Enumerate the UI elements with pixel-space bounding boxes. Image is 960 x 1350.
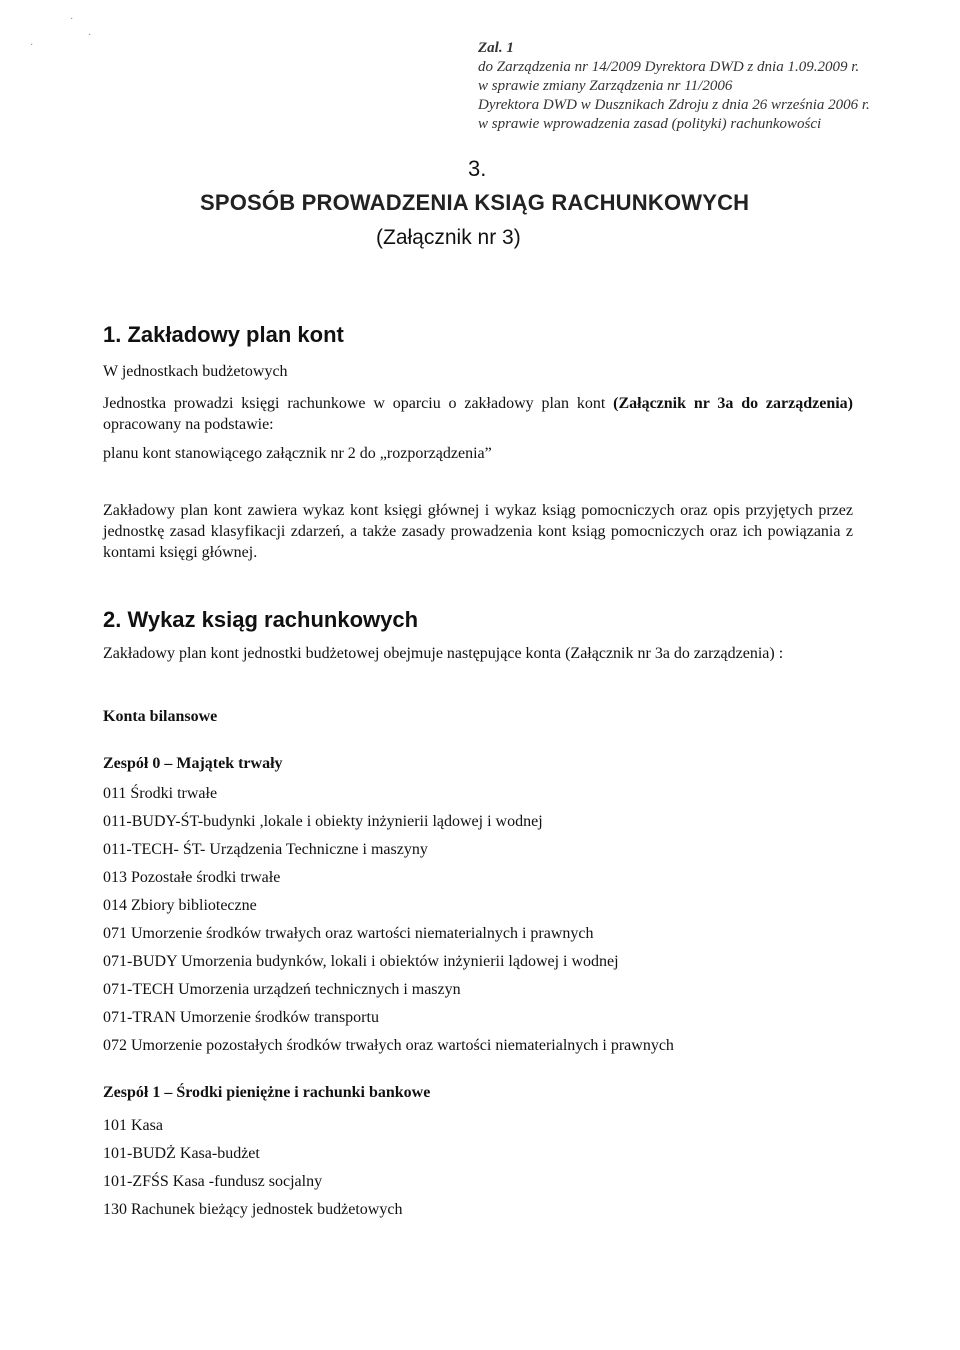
header-note-title: Zal. 1 — [478, 40, 514, 56]
header-note-line: w sprawie zmiany Zarządzenia nr 11/2006 — [478, 78, 733, 94]
list-item: 071-TRAN Umorzenie środków transportu — [103, 1009, 379, 1026]
section2-heading: 2. Wykaz ksiąg rachunkowych — [103, 607, 419, 632]
zespol0-list — [103, 780, 674, 1060]
list-item: 014 Zbiory biblioteczne — [103, 897, 257, 914]
list-item: 101-ZFŚS Kasa -fundusz socjalny — [103, 1173, 323, 1190]
section1-paragraph-text: Jednostka prowadzi księgi rachunkowe w oparciu o zakładowy plan kont — [103, 395, 614, 412]
list-item: 101-BUDŻ Kasa-budżet — [103, 1145, 260, 1162]
section1-paragraph — [103, 393, 853, 435]
list-item: 130 Rachunek bieżący jednostek budżetowych — [103, 1201, 403, 1218]
zespol1-heading: Zespół 1 – Środki pieniężne i rachunki bankowe — [103, 1084, 431, 1101]
konta-bilansowe-label: Konta bilansowe — [103, 708, 218, 725]
section1-heading: 1. Zakładowy plan kont — [103, 322, 344, 347]
scan-speck: · — [30, 40, 34, 51]
scan-speck: · — [88, 30, 92, 41]
section1-line: W jednostkach budżetowych — [103, 363, 288, 380]
section2-intro: Zakładowy plan kont jednostki budżetowej obejmuje następujące konta (Załącznik nr 3a do zarządzenia) : — [103, 645, 784, 662]
list-item: 071-BUDY Umorzenia budynków, lokali i obiektów inżynierii lądowej i wodnej — [103, 953, 619, 970]
list-item: 101 Kasa — [103, 1117, 163, 1134]
header-note-line: Dyrektora DWD w Dusznikach Zdroju z dnia 26 września 2006 r. — [478, 97, 870, 113]
section1-paragraph-text: opracowany na podstawie: — [103, 416, 274, 433]
list-item: 011 Środki trwałe — [103, 785, 218, 802]
page-title: SPOSÓB PROWADZENIA KSIĄG RACHUNKOWYCH — [200, 190, 750, 215]
header-note-line: do Zarządzenia nr 14/2009 Dyrektora DWD z dnia 1.09.2009 r. — [478, 59, 860, 75]
list-item: 071-TECH Umorzenia urządzeń technicznych i maszyn — [103, 981, 461, 998]
list-item: 011-TECH- ŚT- Urządzenia Techniczne i maszyny — [103, 841, 428, 858]
section-number: 3. — [468, 156, 487, 181]
list-item: 011-BUDY-ŚT-budynki ,lokale i obiekty inżynierii lądowej i wodnej — [103, 813, 543, 830]
scan-speck: · — [70, 14, 74, 25]
zespol0-heading: Zespół 0 – Majątek trwały — [103, 755, 283, 772]
list-item: 072 Umorzenie pozostałych środków trwałych oraz wartości niematerialnych i prawnych — [103, 1037, 674, 1054]
list-item: 013 Pozostałe środki trwałe — [103, 869, 281, 886]
list-item: 071 Umorzenie środków trwałych oraz wartości niematerialnych i prawnych — [103, 925, 594, 942]
page-subtitle: (Załącznik nr 3) — [376, 226, 521, 249]
section1-paragraph: Zakładowy plan kont zawiera wykaz kont księgi głównej i wykaz ksiąg pomocniczych oraz opis przyjętych przez jednostkę zasad klasyfikacji zdarzeń, a także zasady prowadzenia kont ksiąg pomocniczych oraz ich powiązania z kontami księgi głównej. — [103, 502, 853, 561]
section1-paragraph-bold: (Załącznik nr 3a do zarządzenia) — [613, 395, 854, 412]
zespol1-list — [103, 1112, 402, 1224]
section1-line: planu kont stanowiącego załącznik nr 2 do „rozporządzenia” — [103, 445, 492, 462]
header-note-line: w sprawie wprowadzenia zasad (polityki) rachunkowości — [478, 116, 822, 132]
